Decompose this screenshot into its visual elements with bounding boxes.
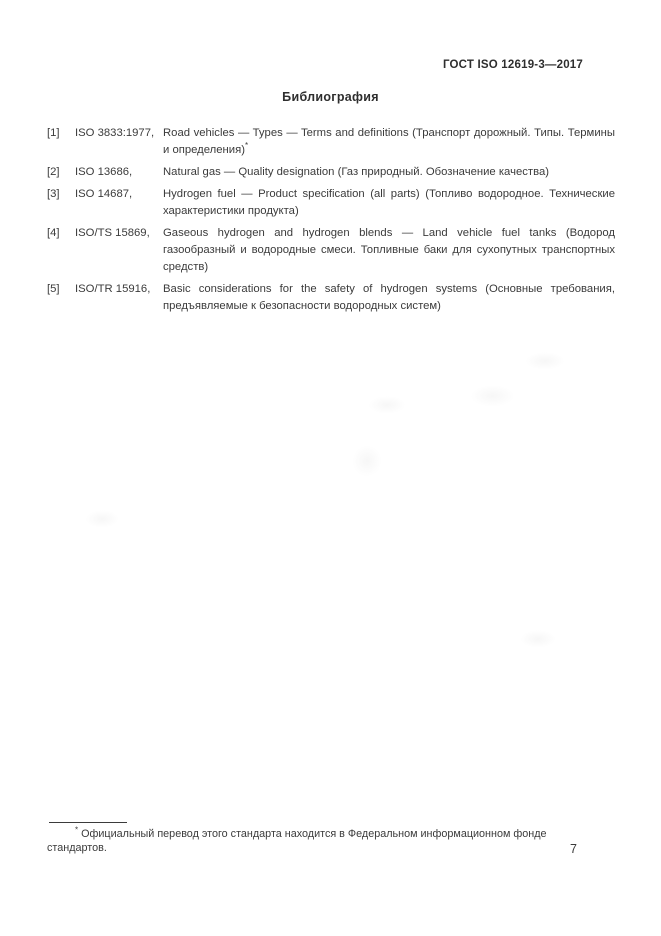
entry-description: Gaseous hydrogen and hydrogen blends — Land vehicle fuel tanks (Водород газообразный и водородные смеси. Топливные баки для сухопутных транспортных средств): [163, 227, 615, 273]
entry-ref-number: [2]: [47, 166, 60, 178]
footnote: [47, 827, 592, 855]
scan-artifact: [520, 630, 556, 648]
entry-standard-code: ISO 14687,: [75, 188, 133, 200]
entry-standard-code: ISO 3833:1977,: [75, 127, 155, 139]
bibliography-entry: [47, 125, 615, 159]
page-number: 7: [570, 842, 577, 856]
page-title: Библиография: [282, 90, 379, 104]
footnote-marker: *: [244, 141, 249, 151]
entry-description: Hydrogen fuel — Product specification (all parts) (Топливо водородное. Технические характеристики продукта): [163, 188, 615, 217]
scan-artifact: [85, 510, 119, 528]
footnote-separator-rule: [49, 822, 127, 823]
bibliography-entry: [47, 164, 615, 181]
scan-artifact: [368, 396, 406, 414]
bibliography-entry: [47, 281, 615, 315]
footnote-text: Официальный перевод этого стандарта находится в Федеральном информационном фонде стандартов.: [47, 828, 547, 854]
bibliography-entry: [47, 186, 615, 220]
document-header-standard-code: ГОСТ ISO 12619-3—2017: [442, 59, 583, 71]
entry-ref-number: [5]: [47, 283, 60, 295]
entry-ref-number: [4]: [47, 227, 60, 239]
scan-artifact: [525, 352, 565, 370]
entry-standard-code: ISO/TR 15916,: [75, 283, 151, 295]
entry-ref-number: [1]: [47, 127, 60, 139]
entry-standard-code: ISO/TS 15869,: [75, 227, 150, 239]
bibliography-entry: [47, 225, 615, 276]
entry-description: [163, 125, 615, 159]
bibliography-list: [47, 125, 615, 320]
entry-description: Natural gas — Quality designation (Газ природный. Обозначение качества): [163, 166, 549, 178]
scan-artifact: [352, 445, 382, 477]
entry-standard-code: ISO 13686,: [75, 166, 133, 178]
scan-artifact: [470, 385, 515, 407]
entry-description-text: Road vehicles — Types — Terms and definitions (Транспорт дорожный. Типы. Термины и определения): [163, 127, 615, 156]
footnote-marker: *: [75, 825, 79, 835]
entry-description: Basic considerations for the safety of hydrogen systems (Основные требования, предъявляемые к безопасности водородных систем): [163, 283, 615, 312]
entry-ref-number: [3]: [47, 188, 60, 200]
